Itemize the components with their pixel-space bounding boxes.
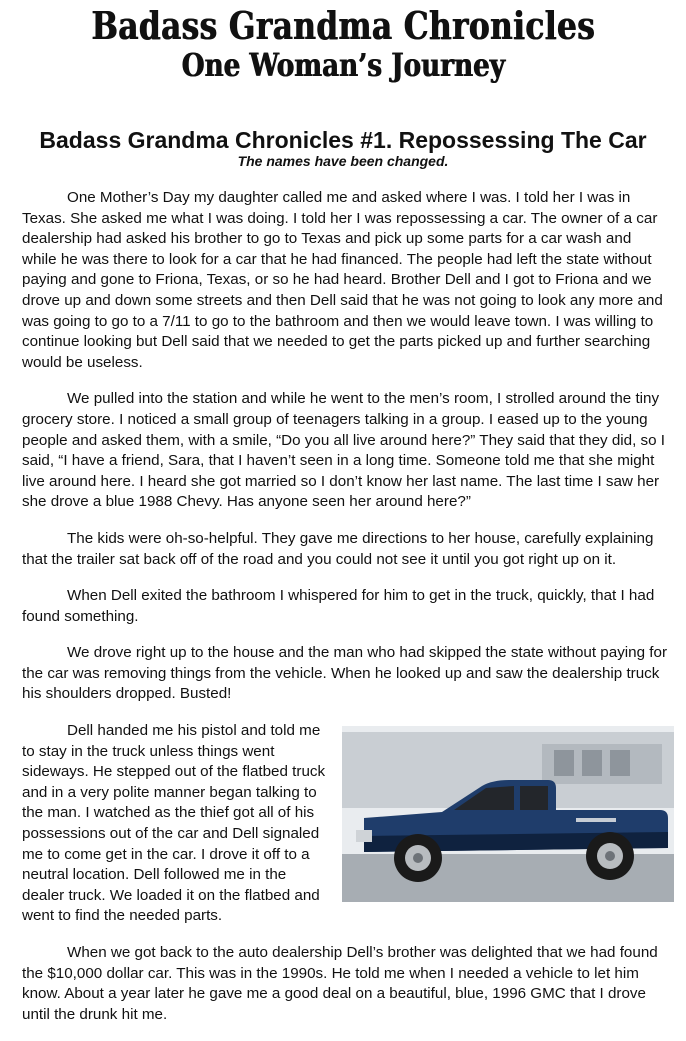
masthead-subtitle: One Woman’s Journey (181, 46, 505, 84)
article-title: Badass Grandma Chronicles #1. Repossessing The Car (39, 127, 647, 153)
paragraph-7: When we got back to the auto dealership Dell’s brother was delighted that we had found the $10,000 dollar car. This was in the 1990s. He told me when I needed a vehicle to let him know. About a year later he gave me a good deal on a beautiful, blue, 1996 GMC that I drove until the drunk hit me. (22, 944, 658, 1023)
paragraph-2: We pulled into the station and while he went to the men’s room, I strolled around the tiny grocery store. I noticed a small group of teenagers talking in a group. I eased up to the young people and asked them, with a smile, “Do you all live around here?” They said that they did, so I said, “I have a friend, Sara, that I haven’t seen in a long time. Someone told me that she might live around here. I heard she got married so I don’t know her last name. The last time I saw her she drove a blue 1988 Chevy. Has anyone seen her around here?” (22, 390, 666, 511)
paragraph-6-wrap (22, 721, 670, 927)
paragraph-4: When Dell exited the bathroom I whispered for him to get in the truck, quickly, that I had found something. (22, 587, 655, 625)
paragraph-6: Dell handed me his pistol and told me to stay in the truck unless things went sideways. He stepped out of the flatbed truck and in a very polite manner began talking to the man. I watched as the thief got all of his possessions out of the car and Dell signaled me to come get in the car. I drove it off to a neutral location. Dell followed me in the dealer truck. We loaded it on the flatbed and went to find the needed parts. (22, 722, 326, 925)
article-subtitle: The names have been changed. (237, 153, 449, 169)
paragraph-1: One Mother’s Day my daughter called me and asked where I was. I told her I was in Texas. She asked me what I was doing. I told her I was repossessing a car. The owner of a car dealership had asked his brother to go to Texas and pick up some parts for a car wash and while he was there to look for a car that he had financed. The people had left the state without paying and gone to Friona, Texas, or so he had heard. Brother Dell and I got to Friona and we drove up and down some streets and then Dell said that he was not going to look any more and was going to go to a 7/11 to go to the bathroom and then we would leave town. I was willing to continue looking but Dell said that we needed to get the parts picked up and further searching would be useless. (22, 189, 663, 371)
article-body (22, 188, 670, 1041)
truck-photo (342, 726, 674, 902)
paragraph-3: The kids were oh-so-helpful. They gave me directions to her house, carefully explaining that the trailer sat back off of the road and you could not see it until you got right up on it. (22, 529, 654, 568)
truck-photo-image (342, 726, 674, 902)
masthead-title: Badass Grandma Chronicles (91, 3, 595, 48)
masthead (0, 0, 686, 84)
paragraph-5: We drove right up to the house and the man who had skipped the state without paying for the car was removing things from the vehicle. When he looked up and saw the dealership truck his shoulders dropped. Busted! (22, 644, 668, 703)
